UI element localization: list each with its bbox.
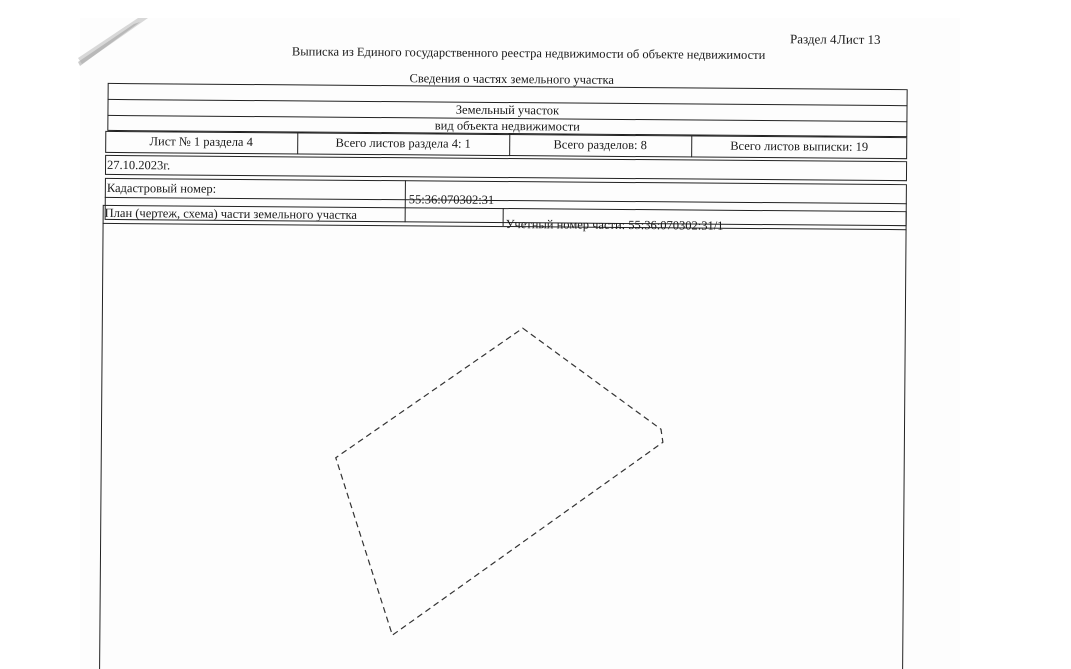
sheet-label: Лист 13 (837, 31, 881, 47)
plan-label: План (чертеж, схема) части земельного участка (104, 205, 358, 222)
section-label: Раздел 4 (790, 31, 837, 47)
cadastral-number: 55:36:070302:31 (408, 192, 495, 207)
sections-total: Всего разделов: 8 (553, 137, 647, 153)
document-title: Выписка из Единого государственного реестра недвижимости об объекте недвижимости (291, 44, 766, 63)
object-type-value: Земельный участок (455, 102, 560, 118)
sheet-number: Лист № 1 раздела 4 (149, 134, 253, 150)
land-part-boundary (334, 327, 663, 638)
cadastral-label: Кадастровый номер: (106, 180, 217, 196)
sheets-in-section: Всего листов раздела 4: 1 (335, 135, 471, 151)
extract-date: 27.10.2023г. (106, 157, 171, 173)
document-subtitle: Сведения о частях земельного участка (409, 71, 615, 87)
sheets-total: Всего листов выписки: 19 (730, 138, 869, 154)
object-type-caption: вид объекта недвижимости (434, 118, 580, 134)
part-account-number: Учетный номер части: 55:36:070302:31/1 (505, 217, 724, 233)
